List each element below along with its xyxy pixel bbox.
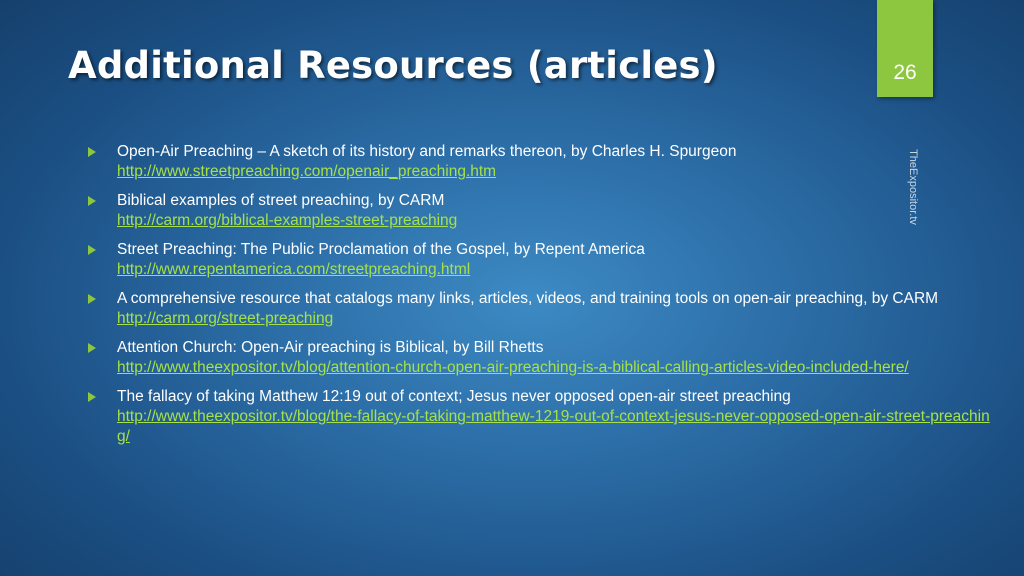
bullet-arrow-icon [88,294,96,304]
list-item [88,289,993,329]
resource-description: A comprehensive resource that catalogs many links, articles, videos, and training tools on open-air preaching, by CARM [117,290,939,307]
page-number: 26 [893,61,917,84]
resource-description: Open-Air Preaching – A sketch of its history and remarks thereon, by Charles H. Spurgeon [117,143,737,160]
resource-description: Street Preaching: The Public Proclamation of the Gospel, by Repent America [117,241,645,258]
list-item [88,240,993,280]
resource-link[interactable]: http://carm.org/street-preaching [117,310,334,327]
resource-link[interactable]: http://www.theexpositor.tv/blog/the-fallacy-of-taking-matthew-1219-out-of-context-jesus-never-opposed-open-air-street-preaching/ [117,408,990,445]
resource-link[interactable]: http://www.streetpreaching.com/openair_preaching.htm [117,163,497,180]
bullet-arrow-icon [88,196,96,206]
list-item [88,387,993,447]
resource-link[interactable]: http://www.theexpositor.tv/blog/attention-church-open-air-preaching-is-a-biblical-calling-articles-video-included-here/ [117,359,909,376]
resource-link[interactable]: http://www.repentamerica.com/streetpreaching.html [117,261,471,278]
resource-list [88,142,993,456]
bullet-arrow-icon [88,343,96,353]
page-number-badge [877,0,933,97]
watermark: TheExpositor.tv [907,149,919,225]
bullet-arrow-icon [88,245,96,255]
bullet-arrow-icon [88,392,96,402]
list-item [88,142,993,182]
resource-link[interactable]: http://carm.org/biblical-examples-street-preaching [117,212,458,229]
list-item [88,338,993,378]
resource-description: Attention Church: Open-Air preaching is Biblical, by Bill Rhetts [117,339,544,356]
resource-description: The fallacy of taking Matthew 12:19 out of context; Jesus never opposed open-air street preaching [117,388,791,405]
resource-description: Biblical examples of street preaching, by CARM [117,192,445,209]
bullet-arrow-icon [88,147,96,157]
list-item [88,191,993,231]
slide-title: Additional Resources (articles) [68,44,718,87]
